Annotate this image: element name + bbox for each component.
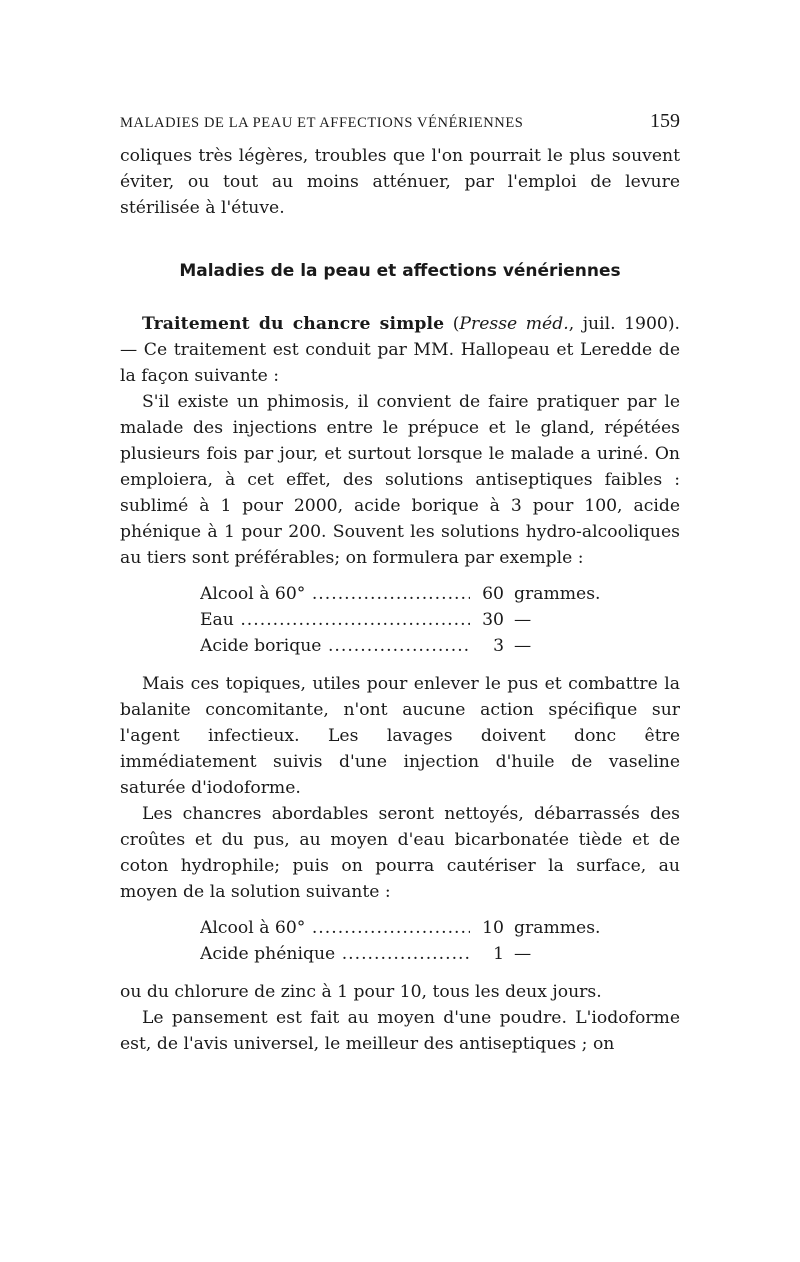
- intro-paragraph: coliques très légères, troubles que l'on pourrait le plus souvent éviter, ou tout au moins atténuer, par l'emploi de levure stérilisée à l'étuve.: [120, 146, 680, 218]
- running-title: MALADIES DE LA PEAU ET AFFECTIONS VÉNÉRIENNES: [120, 115, 524, 131]
- section-title: Maladies de la peau et affections vénériennes: [179, 261, 621, 281]
- recipe-row: Acide phénique ..... 1 —: [200, 941, 680, 967]
- page-number: 159: [650, 110, 680, 132]
- recipe-row: Acide borique ..... 3 —: [200, 633, 680, 659]
- phimosis-paragraph: S'il existe un phimosis, il convient de faire pratiquer par le malade des injections entre le prépuce et le gland, répétées plusieurs fois par jour, et surtout lorsque le malade a uriné. On emploiera, à cet effet, des solutions antiseptiques faibles : sublimé à 1 pour 2000, acide borique à 3 pour 100, acide phénique à 1 pour 200. Souvent les solutions hydro-alcooliques au tiers sont préférables; on formulera par exemple :: [120, 392, 680, 568]
- zinc-line: ou du chlorure de zinc à 1 pour 10, tous les deux jours.: [120, 982, 602, 1002]
- article-lead-paragraph: Traitement du chancre simple (Presse méd., juil. 1900). — Ce traitement est conduit par MM. Hallopeau et Leredde de la façon suivante :: [120, 314, 681, 386]
- recipe-row: Alcool à 60° ..... 60 grammes.: [200, 581, 680, 607]
- running-header: [120, 110, 680, 133]
- topical-paragraph: Mais ces topiques, utiles pour enlever le pus et combattre la balanite concomitante, n'ont aucune action spécifique sur l'agent infectieux. Les lavages doivent donc être immédiatement suivis d'une injection d'huile de vaseline saturée d'iodoforme.: [120, 674, 680, 798]
- recipe-row: Alcool à 60° ..... 10 grammes.: [200, 915, 680, 941]
- article-lead: Traitement du chancre simple: [142, 314, 445, 334]
- recipe-hydroalcoholic: [200, 581, 680, 659]
- article-source-rest: , juil. 1900). — Ce traitement est conduit par MM. Hallopeau et Leredde de la façon suivante :: [120, 314, 681, 386]
- book-page: [120, 110, 680, 1057]
- article-source: Presse méd.: [459, 314, 569, 334]
- dressing-paragraph: Le pansement est fait au moyen d'une poudre. L'iodoforme est, de l'avis universel, le meilleur des antiseptiques ; on: [120, 1008, 680, 1054]
- recipe-phenic: [200, 915, 680, 967]
- chancre-paragraph: Les chancres abordables seront nettoyés, débarrassés des croûtes et du pus, au moyen d'eau bicarbonatée tiède et de coton hydrophile; puis on pourra cautériser la surface, au moyen de la solution suivante :: [120, 804, 680, 902]
- recipe-row: Eau ..... 30 —: [200, 607, 680, 633]
